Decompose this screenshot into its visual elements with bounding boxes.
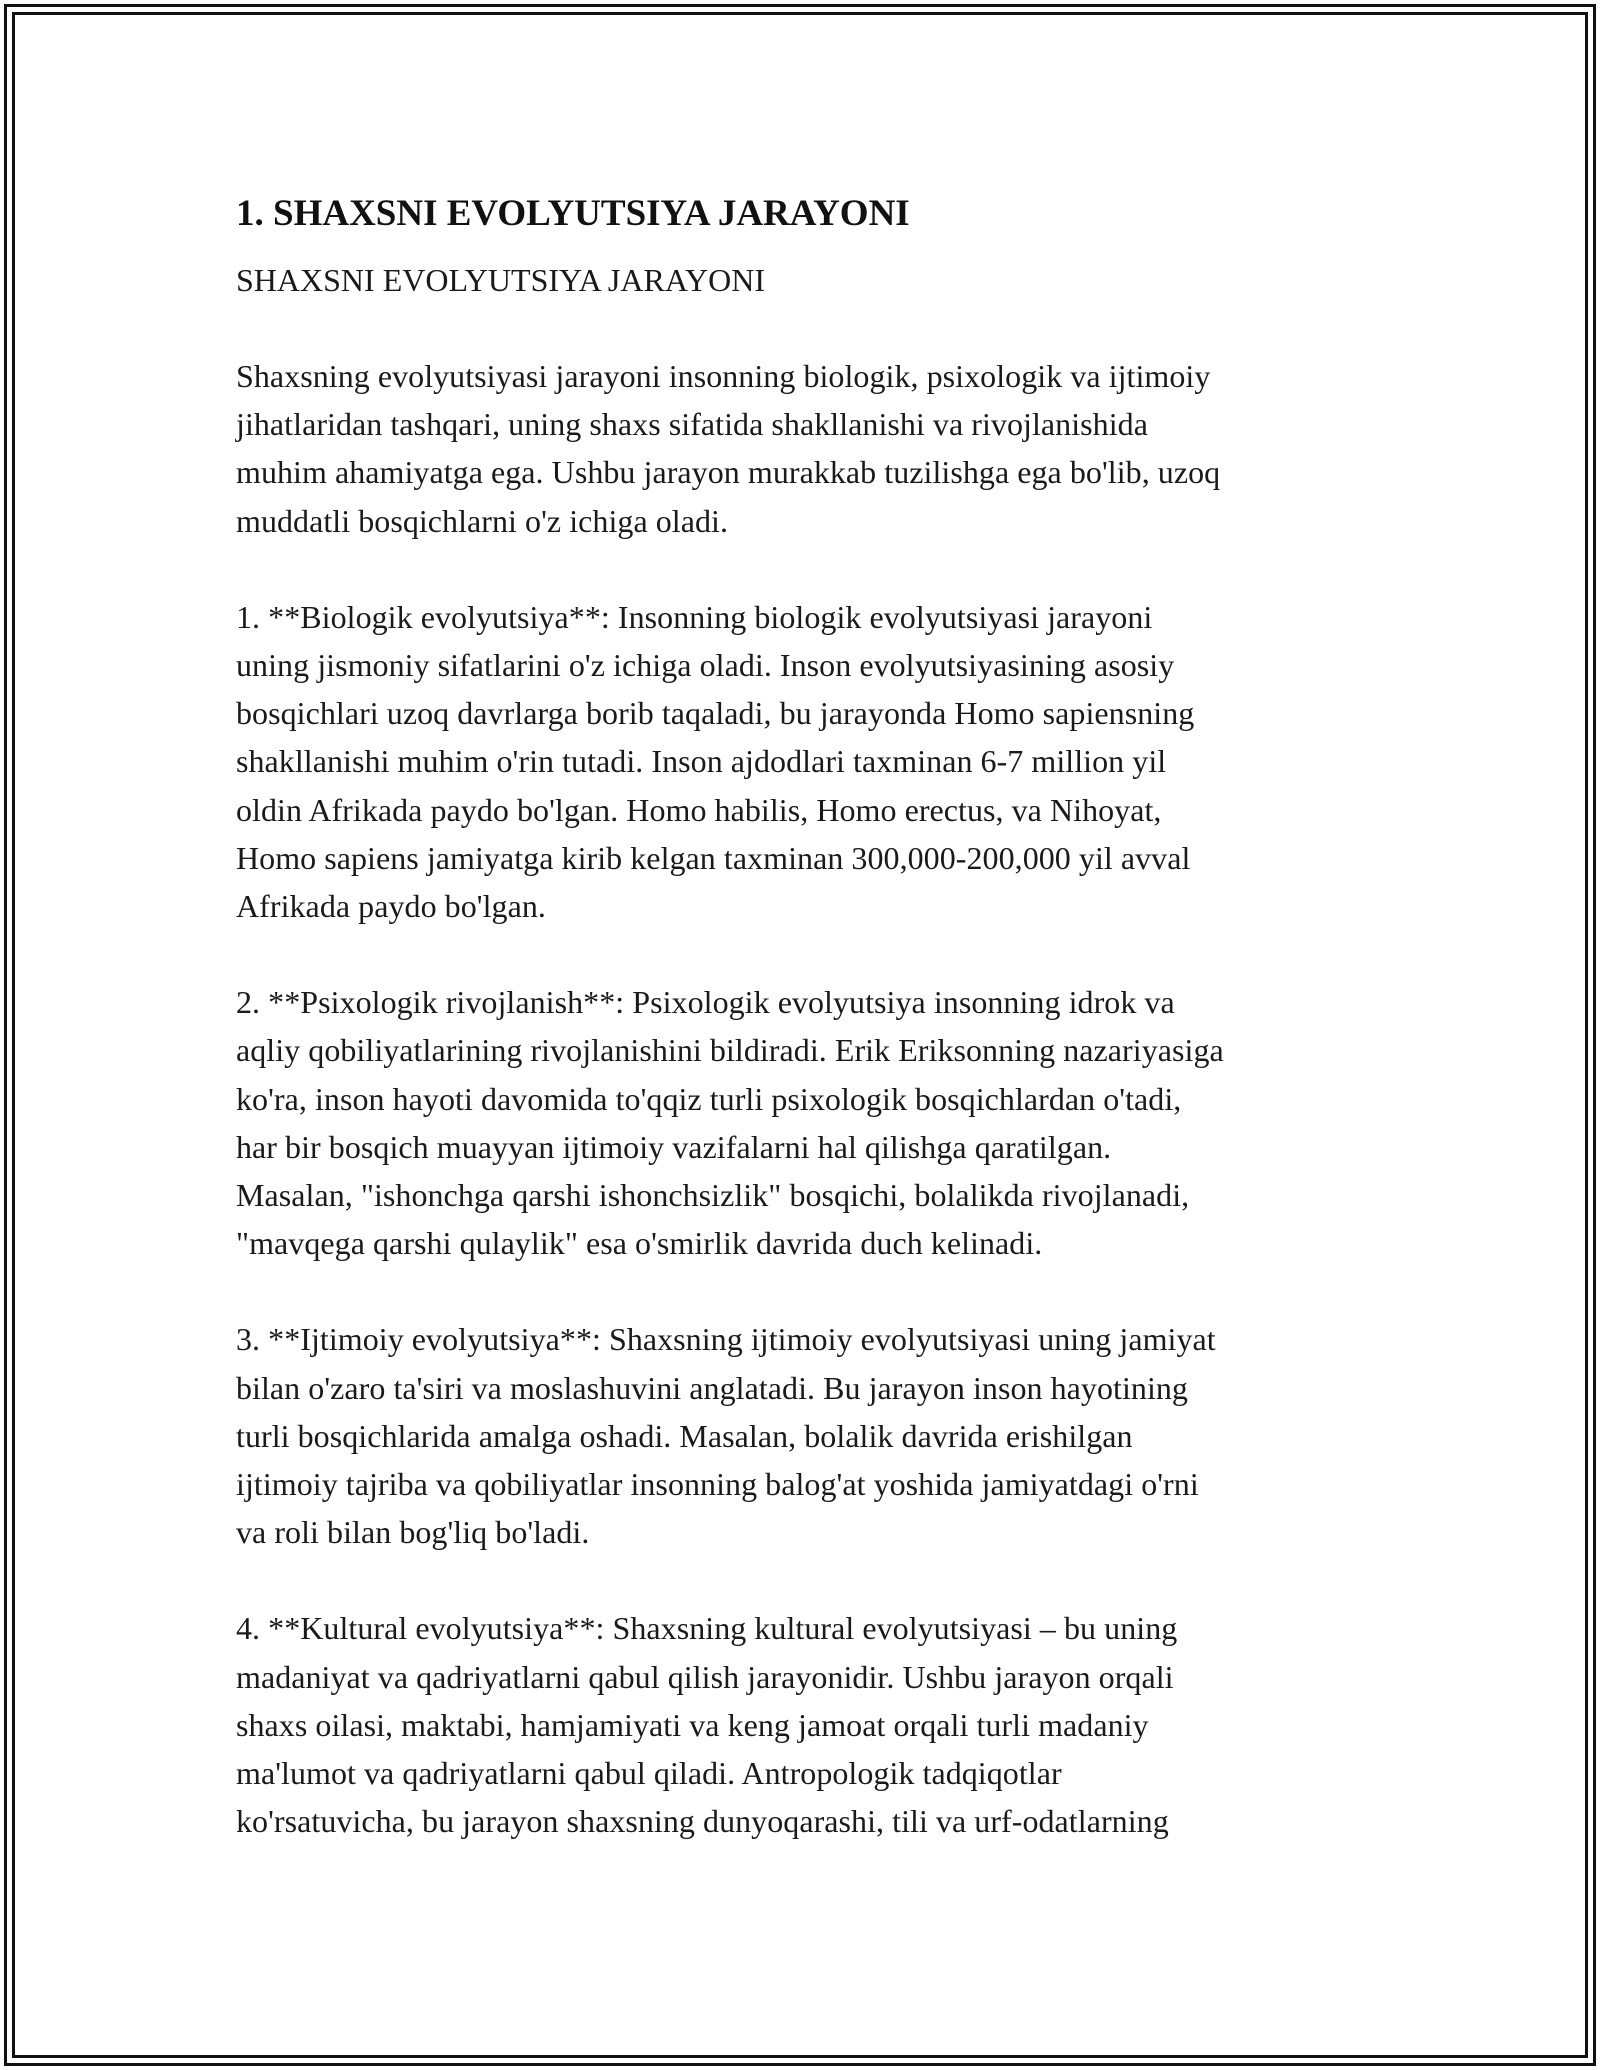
text-line: 4. **Kultural evolyutsiya**: Shaxsning kultural evolyutsiyasi – bu uning (236, 1610, 1178, 1647)
text-line: "mavqega qarshi qulaylik" esa o'smirlik davrida duch kelinadi. (236, 1225, 1043, 1262)
text-line: shaxs oilasi, maktabi, hamjamiyati va keng jamoat orqali turli madaniy (236, 1706, 1149, 1743)
text-line: 3. **Ijtimoiy evolyutsiya**: Shaxsning ijtimoiy evolyutsiyasi uning jamiyat (236, 1321, 1216, 1358)
text-line: Shaxsning evolyutsiyasi jarayoni insonning biologik, psixologik va ijtimoiy (236, 358, 1211, 394)
text-line: ko'ra, inson hayoti davomida to'qqiz turli psixologik bosqichlardan o'tadi, (236, 1080, 1182, 1117)
paragraph-ijtimoiy (236, 1315, 1386, 1556)
document-body (236, 190, 1386, 1845)
text-line: madaniyat va qadriyatlarni qabul qilish jarayonidir. Ushbu jarayon orqali (236, 1658, 1174, 1695)
text-line: ko'rsatuvicha, bu jarayon shaxsning dunyoqarashi, tili va urf-odatlarning (236, 1803, 1169, 1840)
text-line: 2. **Psixologik rivojlanish**: Psixologik evolyutsiya insonning idrok va (236, 984, 1175, 1021)
text-line: muddatli bosqichlarni o'z ichiga oladi. (236, 502, 729, 539)
text-line: shakllanishi muhim o'rin tutadi. Inson ajdodlari taxminan 6-7 million yil (236, 743, 1167, 780)
document-title: 1. SHAXSNI EVOLYUTSIYA JARAYONI (236, 193, 910, 234)
text-line: oldin Afrikada paydo bo'lgan. Homo habilis, Homo erectus, va Nihoyat, (236, 791, 1162, 828)
paragraph-psixologik (236, 978, 1386, 1267)
text-line: va roli bilan bog'liq bo'ladi. (236, 1514, 590, 1551)
paragraph-intro (236, 352, 1386, 545)
text-line: turli bosqichlarida amalga oshadi. Masalan, bolalik davrida erishilgan (236, 1417, 1133, 1454)
text-line: har bir bosqich muayyan ijtimoiy vazifalarni hal qilishga qaratilgan. (236, 1128, 1112, 1165)
text-line: ijtimoiy tajriba va qobiliyatlar insonning balog'at yoshida jamiyatdagi o'rni (236, 1466, 1199, 1503)
text-line: bilan o'zaro ta'siri va moslashuvini anglatadi. Bu jarayon inson hayotining (236, 1369, 1188, 1406)
document-subtitle: SHAXSNI EVOLYUTSIYA JARAYONI (236, 262, 765, 298)
text-line: jihatlaridan tashqari, uning shaxs sifatida shakllanishi va rivojlanishida (236, 406, 1148, 443)
text-line: uning jismoniy sifatlarini o'z ichiga oladi. Inson evolyutsiyasining asosiy (236, 647, 1175, 684)
text-line: Masalan, "ishonchga qarshi ishonchsizlik" bosqichi, bolalikda rivojlanadi, (236, 1177, 1190, 1214)
text-line: 1. **Biologik evolyutsiya**: Insonning biologik evolyutsiyasi jarayoni (236, 598, 1153, 635)
text-line: muhim ahamiyatga ega. Ushbu jarayon murakkab tuzilishga ega bo'lib, uzoq (236, 454, 1221, 491)
paragraph-biologik (236, 593, 1386, 930)
text-line: bosqichlari uzoq davrlarga borib taqaladi, bu jarayonda Homo sapiensning (236, 695, 1195, 732)
paragraph-kultural (236, 1604, 1386, 1845)
text-line: Homo sapiens jamiyatga kirib kelgan taxminan 300,000-200,000 yil avval (236, 839, 1191, 876)
text-line: ma'lumot va qadriyatlarni qabul qiladi. Antropologik tadqiqotlar (236, 1755, 1062, 1792)
text-line: Afrikada paydo bo'lgan. (236, 888, 546, 925)
text-line: aqliy qobiliyatlarining rivojlanishini bildiradi. Erik Eriksonning nazariyasiga (236, 1032, 1224, 1069)
